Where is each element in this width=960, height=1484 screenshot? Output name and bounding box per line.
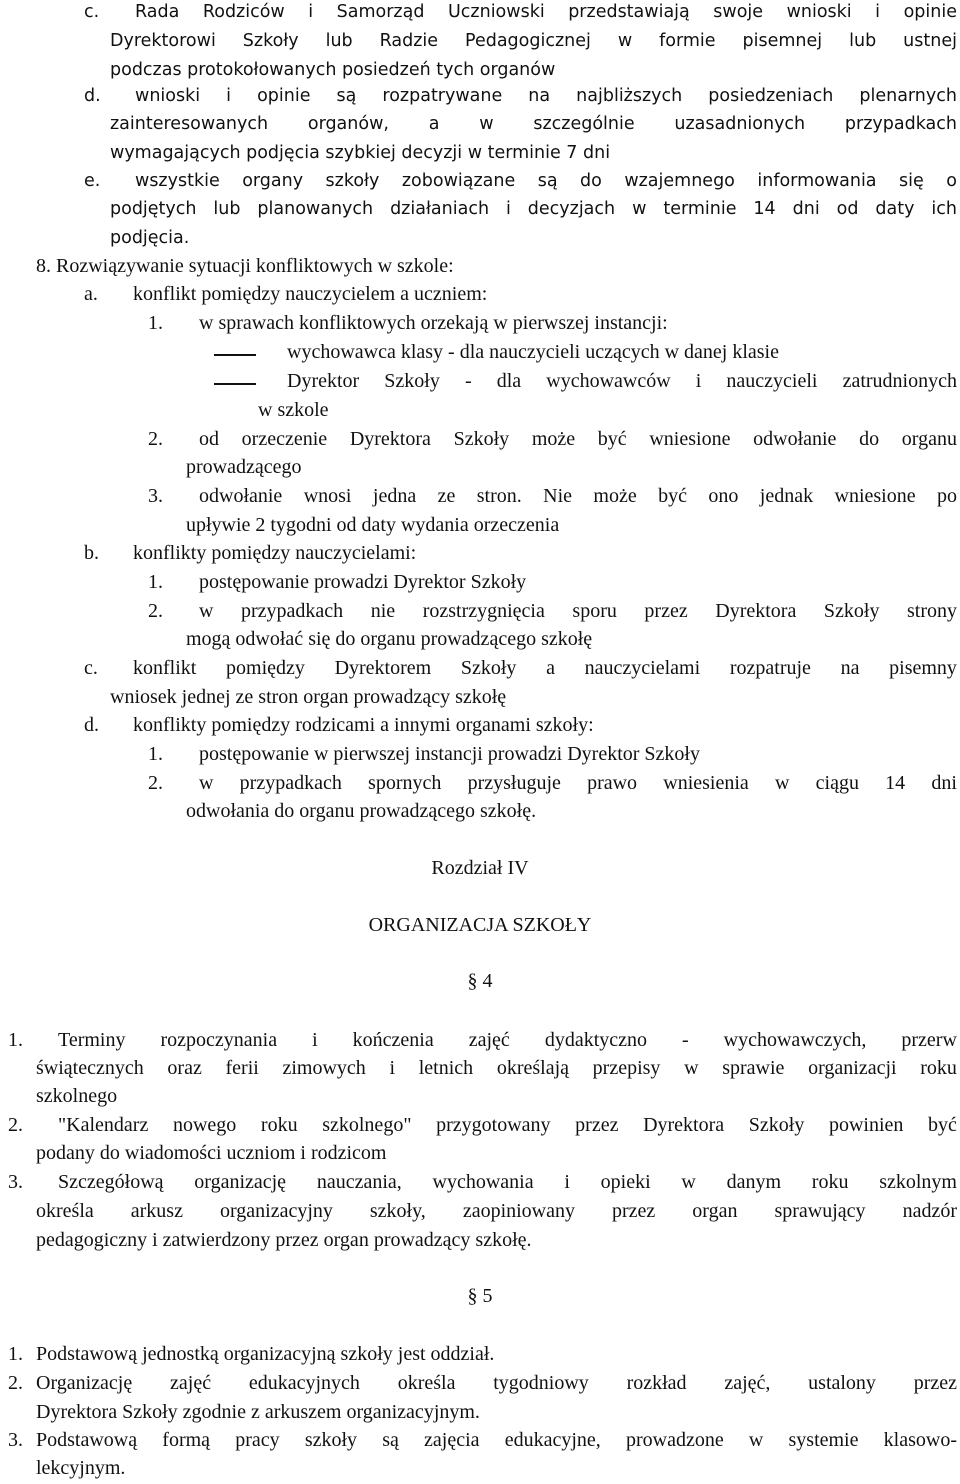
item-8d2-line-1: w przypadkach spornych przysługuje prawo wniesienia w ciągu 14 dni: [199, 772, 957, 794]
par4-item-3-line-3: pedagogiczny i zatwierdzony przez organ prowadzący szkołę.: [36, 1229, 532, 1251]
item-7c-label: c.: [84, 2, 100, 22]
item-7e-line-1: wszystkie organy szkoły zobowiązane są do wzajemnego informowania się o: [135, 171, 957, 191]
item-8b-label: b.: [84, 542, 99, 564]
par4-item-3-line-2: określa arkusz organizacyjny szkoły, zaopiniowany przez organ sprawujący nadzór: [36, 1200, 957, 1222]
item-8b1-label: 1.: [148, 571, 163, 593]
item-8a3-label: 3.: [148, 485, 163, 507]
item-8a3-line-1: odwołanie wnosi jedna ze stron. Nie może być ono jednak wniesione po: [199, 485, 957, 507]
item-8a-label: a.: [84, 283, 98, 305]
par4-item-3-line-1: Szczegółową organizację nauczania, wychowania i opieki w danym roku szkolnym: [58, 1171, 957, 1193]
item-8a1-dash-2-line-1: Dyrektor Szkoły - dla wychowawców i nauczycieli zatrudnionych: [287, 370, 957, 392]
par4-item-3-label: 3.: [8, 1171, 23, 1193]
item-8b2-line-2: mogą odwołać się do organu prowadzącego szkołę: [186, 628, 593, 650]
section-8-title: Rozwiązywanie sytuacji konfliktowych w szkole:: [56, 255, 454, 277]
item-8b-title: konflikty pomiędzy nauczycielami:: [133, 542, 417, 564]
dash-bullet: [214, 383, 256, 385]
dash-bullet: [214, 354, 256, 356]
par5-item-1-line-1: Podstawową jednostką organizacyjną szkoły jest oddział.: [36, 1343, 495, 1365]
item-8a1-label: 1.: [148, 312, 163, 334]
par4-item-2-label: 2.: [8, 1114, 23, 1136]
item-7d-line-3: wymagających podjęcia szybkiej decyzji w terminie 7 dni: [110, 143, 611, 163]
item-8b1-text: postępowanie prowadzi Dyrektor Szkoły: [199, 571, 527, 593]
item-8a1-text: w sprawach konfliktowych orzekają w pierwszej instancji:: [199, 312, 668, 334]
chapter-number: Rozdział IV: [431, 857, 529, 879]
par4-item-1-line-1: Terminy rozpoczynania i kończenia zajęć dydaktyczno - wychowawczych, przerw: [58, 1029, 957, 1051]
item-8c-line-1: konflikt pomiędzy Dyrektorem Szkoły a nauczycielami rozpatruje na pisemny: [133, 657, 957, 679]
item-7c-line-3: podczas protokołowanych posiedzeń tych organów: [110, 60, 556, 80]
par4-item-2-line-1: "Kalendarz nowego roku szkolnego" przygotowany przez Dyrektora Szkoły powinien być: [58, 1114, 957, 1136]
item-7d-line-2: zainteresowanych organów, a w szczególnie uzasadnionych przypadkach: [110, 114, 957, 134]
item-8c-line-2: wniosek jednej ze stron organ prowadzący szkołę: [110, 686, 507, 708]
item-8d1-text: postępowanie w pierwszej instancji prowadzi Dyrektor Szkoły: [199, 743, 700, 765]
par4-item-2-line-2: podany do wiadomości uczniom i rodzicom: [36, 1142, 387, 1164]
par5-item-2-label: 2.: [8, 1372, 23, 1394]
item-8d2-line-2: odwołania do organu prowadzącego szkołę.: [186, 800, 537, 822]
item-8a2-label: 2.: [148, 428, 163, 450]
item-8d2-label: 2.: [148, 772, 163, 794]
par5-item-2-line-2: Dyrektora Szkoły zgodnie z arkuszem organizacyjnym.: [36, 1401, 480, 1423]
item-7e-label: e.: [84, 171, 101, 191]
item-7c-line-1: Rada Rodziców i Samorząd Uczniowski przedstawiają swoje wnioski i opinie: [135, 2, 957, 22]
item-7c-line-2: Dyrektorowi Szkoły lub Radzie Pedagogicznej w formie pisemnej lub ustnej: [110, 31, 957, 51]
item-8d-title: konflikty pomiędzy rodzicami a innymi organami szkoły:: [133, 714, 594, 736]
item-7d-label: d.: [84, 86, 101, 106]
item-8c-label: c.: [84, 657, 98, 679]
chapter-title: ORGANIZACJA SZKOŁY: [368, 914, 592, 936]
item-8b2-label: 2.: [148, 600, 163, 622]
item-8d1-label: 1.: [148, 743, 163, 765]
item-8b2-line-1: w przypadkach nie rozstrzygnięcia sporu przez Dyrektora Szkoły strony: [199, 600, 957, 622]
par4-item-1-label: 1.: [8, 1029, 23, 1051]
item-7d-line-1: wnioski i opinie są rozpatrywane na najbliższych posiedzeniach plenarnych: [135, 86, 957, 106]
item-7e-line-2: podjętych lub planowanych działaniach i decyzjach w terminie 14 dni od daty ich: [110, 199, 957, 219]
par4-item-1-line-2: świątecznych oraz ferii zimowych i letnich określają przepisy w sprawie organizacji roku: [36, 1057, 957, 1079]
item-8a2-line-1: od orzeczenie Dyrektora Szkoły może być wniesione odwołanie do organu: [199, 428, 957, 450]
par5-item-2-line-1: Organizację zajęć edukacyjnych określa tygodniowy rozkład zajęć, ustalony przez: [36, 1372, 957, 1394]
item-8d-label: d.: [84, 714, 99, 736]
par5-item-3-line-2: lekcyjnym.: [36, 1457, 126, 1479]
par5-item-1-label: 1.: [8, 1343, 23, 1365]
par5-item-3-line-1: Podstawową formą pracy szkoły są zajęcia edukacyjne, prowadzone w systemie klasowo-: [36, 1429, 957, 1451]
item-8a1-dash-2-line-2: w szkole: [258, 399, 329, 421]
paragraph-5-heading: § 5: [467, 1285, 493, 1307]
section-8-label: 8.: [36, 255, 51, 277]
item-8a2-line-2: prowadzącego: [186, 456, 302, 478]
item-8a3-line-2: upływie 2 tygodni od daty wydania orzeczenia: [186, 514, 560, 536]
par4-item-1-line-3: szkolnego: [36, 1085, 118, 1107]
paragraph-4-heading: § 4: [467, 970, 493, 992]
par5-item-3-label: 3.: [8, 1429, 23, 1451]
item-7e-line-3: podjęcia.: [110, 228, 190, 248]
item-8a1-dash-1: wychowawca klasy - dla nauczycieli uczących w danej klasie: [287, 341, 779, 363]
item-8a-title: konflikt pomiędzy nauczycielem a uczniem:: [133, 283, 488, 305]
